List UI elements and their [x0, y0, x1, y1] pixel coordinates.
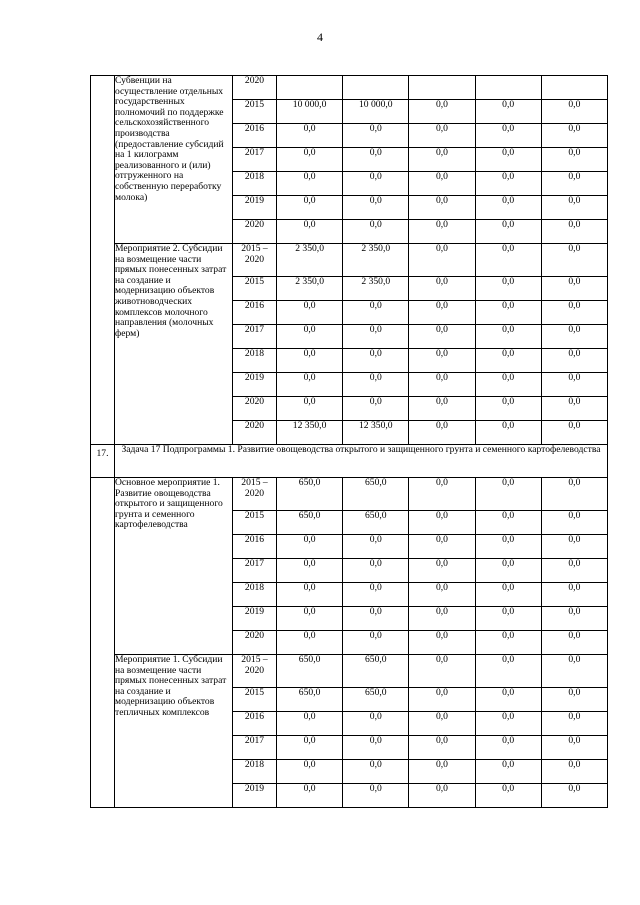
value-cell: 0,0: [409, 535, 475, 559]
value-cell: 2 350,0: [343, 244, 409, 277]
value-cell: 0,0: [409, 220, 475, 244]
year-cell: 2020: [233, 631, 277, 655]
value-cell: 0,0: [409, 244, 475, 277]
value-cell: 0,0: [541, 712, 607, 736]
value-cell: 0,0: [409, 583, 475, 607]
year-cell: 2018: [233, 583, 277, 607]
year-cell: 2015: [233, 277, 277, 301]
value-cell: 0,0: [541, 124, 607, 148]
value-cell: 650,0: [277, 655, 343, 688]
value-cell: 0,0: [541, 397, 607, 421]
year-cell: 2015: [233, 100, 277, 124]
value-cell: 0,0: [541, 511, 607, 535]
year-cell: 2019: [233, 373, 277, 397]
value-cell: [343, 76, 409, 100]
task-number: 17.: [91, 445, 115, 478]
value-cell: 0,0: [409, 124, 475, 148]
value-cell: 0,0: [475, 712, 541, 736]
value-cell: 0,0: [343, 349, 409, 373]
value-cell: 0,0: [409, 607, 475, 631]
value-cell: 0,0: [475, 397, 541, 421]
value-cell: 0,0: [541, 301, 607, 325]
table-row: [91, 655, 608, 688]
value-cell: 650,0: [343, 511, 409, 535]
value-cell: 0,0: [541, 421, 607, 445]
value-cell: 0,0: [277, 559, 343, 583]
value-cell: 650,0: [343, 655, 409, 688]
value-cell: 0,0: [475, 511, 541, 535]
value-cell: 2 350,0: [277, 244, 343, 277]
value-cell: 0,0: [409, 559, 475, 583]
task-row: [91, 445, 608, 478]
value-cell: 0,0: [409, 421, 475, 445]
value-cell: 0,0: [541, 244, 607, 277]
value-cell: 0,0: [343, 373, 409, 397]
value-cell: 0,0: [343, 607, 409, 631]
year-cell: 2019: [233, 784, 277, 808]
value-cell: 0,0: [277, 349, 343, 373]
value-cell: 0,0: [409, 349, 475, 373]
value-cell: 0,0: [343, 736, 409, 760]
value-cell: 0,0: [475, 325, 541, 349]
value-cell: 0,0: [475, 688, 541, 712]
value-cell: 0,0: [475, 607, 541, 631]
value-cell: 0,0: [409, 148, 475, 172]
value-cell: 0,0: [541, 373, 607, 397]
value-cell: 0,0: [343, 535, 409, 559]
activity-description: Мероприятие 2. Субсидии на возмещение части прямых понесенных затрат на создание и модернизацию объектов животноводческих комплексов молочного направления (молочных ферм): [115, 244, 233, 445]
value-cell: 0,0: [409, 688, 475, 712]
value-cell: 0,0: [475, 301, 541, 325]
row-number-cell: [91, 76, 115, 445]
value-cell: 0,0: [277, 712, 343, 736]
value-cell: 10 000,0: [343, 100, 409, 124]
value-cell: 10 000,0: [277, 100, 343, 124]
value-cell: 0,0: [409, 631, 475, 655]
value-cell: 0,0: [541, 325, 607, 349]
value-cell: 0,0: [277, 148, 343, 172]
value-cell: 2 350,0: [343, 277, 409, 301]
activity-description: Основное мероприятие 1. Развитие овощеводства открытого и защищенного грунта и семенного картофелеводства: [115, 478, 233, 655]
value-cell: 0,0: [475, 631, 541, 655]
value-cell: 0,0: [475, 760, 541, 784]
value-cell: 2 350,0: [277, 277, 343, 301]
value-cell: 0,0: [541, 349, 607, 373]
value-cell: 0,0: [475, 655, 541, 688]
value-cell: 0,0: [541, 478, 607, 511]
value-cell: 0,0: [541, 559, 607, 583]
year-cell: 2017: [233, 736, 277, 760]
row-number-cell: [91, 478, 115, 808]
value-cell: 0,0: [475, 535, 541, 559]
value-cell: [277, 76, 343, 100]
value-cell: 0,0: [409, 196, 475, 220]
value-cell: 0,0: [277, 397, 343, 421]
value-cell: 0,0: [475, 583, 541, 607]
value-cell: 0,0: [343, 712, 409, 736]
year-cell: 2020: [233, 220, 277, 244]
value-cell: 0,0: [277, 583, 343, 607]
value-cell: 650,0: [343, 478, 409, 511]
value-cell: 0,0: [277, 535, 343, 559]
value-cell: 0,0: [541, 277, 607, 301]
value-cell: 0,0: [409, 736, 475, 760]
value-cell: 0,0: [277, 124, 343, 148]
value-cell: 0,0: [475, 172, 541, 196]
value-cell: 0,0: [277, 325, 343, 349]
year-cell: 2015: [233, 688, 277, 712]
value-cell: 0,0: [409, 511, 475, 535]
value-cell: 12 350,0: [277, 421, 343, 445]
year-cell: 2016: [233, 712, 277, 736]
value-cell: 650,0: [277, 688, 343, 712]
value-cell: 0,0: [475, 196, 541, 220]
value-cell: 0,0: [541, 172, 607, 196]
value-cell: 0,0: [541, 760, 607, 784]
year-cell: 2019: [233, 607, 277, 631]
year-cell: 2018: [233, 760, 277, 784]
value-cell: 0,0: [475, 148, 541, 172]
value-cell: 0,0: [409, 325, 475, 349]
value-cell: 0,0: [277, 373, 343, 397]
year-cell: 2018: [233, 349, 277, 373]
value-cell: 0,0: [277, 784, 343, 808]
year-cell: 2016: [233, 535, 277, 559]
value-cell: 0,0: [277, 301, 343, 325]
value-cell: 0,0: [277, 760, 343, 784]
value-cell: 0,0: [541, 784, 607, 808]
year-cell: 2017: [233, 325, 277, 349]
value-cell: 0,0: [409, 172, 475, 196]
value-cell: 0,0: [541, 583, 607, 607]
year-cell: 2020: [233, 397, 277, 421]
value-cell: 0,0: [277, 607, 343, 631]
value-cell: 0,0: [475, 373, 541, 397]
value-cell: 0,0: [475, 478, 541, 511]
value-cell: 0,0: [475, 100, 541, 124]
activity-description: Субвенции на осуществление отдельных государственных полномочий по поддержке сельскохозяйственного производства (предоставление субсидий на 1 килограмм реализованного и (или) отгруженного на собственную переработку молока): [115, 76, 233, 244]
value-cell: 0,0: [541, 535, 607, 559]
value-cell: 0,0: [475, 244, 541, 277]
value-cell: 0,0: [475, 559, 541, 583]
value-cell: 0,0: [409, 373, 475, 397]
year-cell: 2015 – 2020: [233, 478, 277, 511]
table-row: [91, 76, 608, 100]
value-cell: 0,0: [475, 421, 541, 445]
value-cell: 0,0: [343, 631, 409, 655]
value-cell: 0,0: [541, 688, 607, 712]
table-row: [91, 244, 608, 277]
value-cell: 0,0: [409, 760, 475, 784]
value-cell: 0,0: [343, 172, 409, 196]
table-row: [91, 478, 608, 511]
task-title: Задача 17 Подпрограммы 1. Развитие овощеводства открытого и защищенного грунта и семенного картофелеводства: [115, 445, 608, 478]
value-cell: 0,0: [277, 196, 343, 220]
value-cell: [475, 76, 541, 100]
page-number: 4: [317, 30, 323, 44]
value-cell: 0,0: [409, 397, 475, 421]
value-cell: 0,0: [541, 196, 607, 220]
value-cell: 0,0: [541, 148, 607, 172]
budget-table: [90, 75, 608, 808]
year-cell: 2017: [233, 148, 277, 172]
year-cell: 2019: [233, 196, 277, 220]
value-cell: 650,0: [277, 511, 343, 535]
value-cell: 0,0: [343, 397, 409, 421]
year-cell: 2018: [233, 172, 277, 196]
value-cell: 12 350,0: [343, 421, 409, 445]
value-cell: 0,0: [409, 478, 475, 511]
value-cell: 0,0: [475, 784, 541, 808]
value-cell: 0,0: [541, 631, 607, 655]
value-cell: 0,0: [277, 172, 343, 196]
value-cell: 0,0: [409, 712, 475, 736]
value-cell: 0,0: [277, 631, 343, 655]
value-cell: 0,0: [343, 325, 409, 349]
value-cell: 0,0: [343, 124, 409, 148]
value-cell: 0,0: [541, 607, 607, 631]
value-cell: [409, 76, 475, 100]
year-cell: 2020: [233, 421, 277, 445]
value-cell: 0,0: [409, 655, 475, 688]
year-cell: 2017: [233, 559, 277, 583]
value-cell: 0,0: [343, 301, 409, 325]
activity-description: Мероприятие 1. Субсидии на возмещение части прямых понесенных затрат на создание и модернизацию объектов тепличных комплексов: [115, 655, 233, 808]
value-cell: 0,0: [475, 736, 541, 760]
value-cell: 0,0: [409, 301, 475, 325]
value-cell: 0,0: [277, 220, 343, 244]
value-cell: 0,0: [343, 148, 409, 172]
year-cell: 2015: [233, 511, 277, 535]
value-cell: 0,0: [409, 277, 475, 301]
value-cell: 0,0: [343, 196, 409, 220]
year-cell: 2016: [233, 124, 277, 148]
value-cell: 0,0: [541, 736, 607, 760]
year-cell: 2015 – 2020: [233, 655, 277, 688]
value-cell: 0,0: [409, 100, 475, 124]
value-cell: 0,0: [343, 760, 409, 784]
value-cell: 0,0: [343, 220, 409, 244]
value-cell: 0,0: [541, 100, 607, 124]
year-cell: 2015 – 2020: [233, 244, 277, 277]
value-cell: 0,0: [541, 655, 607, 688]
value-cell: 0,0: [541, 220, 607, 244]
value-cell: 650,0: [343, 688, 409, 712]
value-cell: 0,0: [343, 559, 409, 583]
year-cell: 2020: [233, 76, 277, 100]
value-cell: 0,0: [475, 124, 541, 148]
value-cell: 0,0: [277, 736, 343, 760]
value-cell: 0,0: [343, 583, 409, 607]
value-cell: 650,0: [277, 478, 343, 511]
value-cell: [541, 76, 607, 100]
year-cell: 2016: [233, 301, 277, 325]
value-cell: 0,0: [475, 220, 541, 244]
value-cell: 0,0: [475, 349, 541, 373]
value-cell: 0,0: [343, 784, 409, 808]
value-cell: 0,0: [475, 277, 541, 301]
value-cell: 0,0: [409, 784, 475, 808]
